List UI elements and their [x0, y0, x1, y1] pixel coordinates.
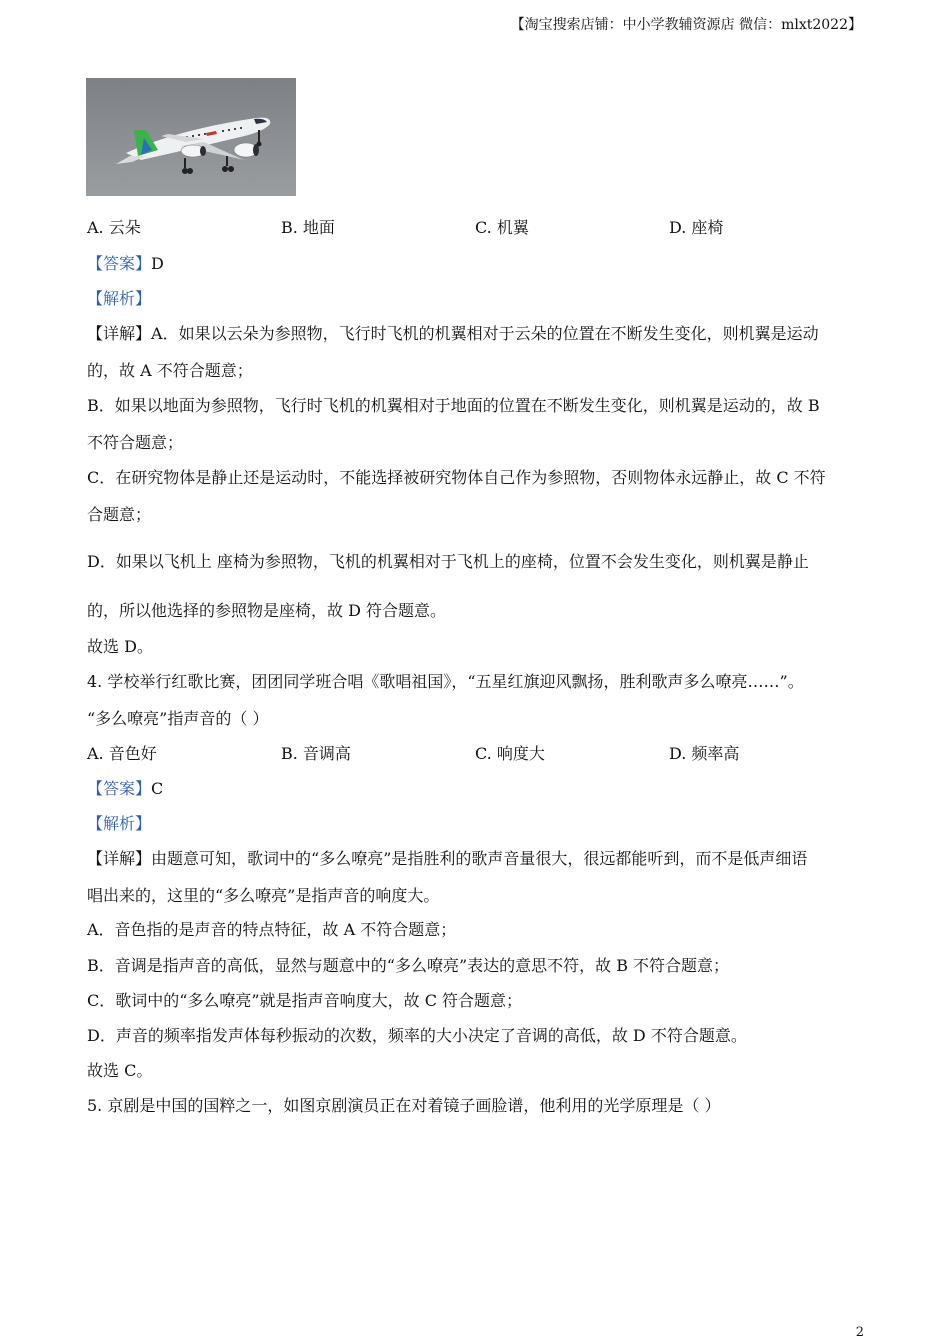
q5-stem: 5. 京剧是中国的国粹之一，如图京剧演员正在对着镜子画脸谱，他利用的光学原理是（ ）	[87, 1096, 721, 1115]
q3-answer: D	[151, 254, 164, 273]
detail-tag: 【详解】	[87, 849, 152, 868]
page-number: 2	[855, 1325, 864, 1340]
q4-line-6: 故选 C。	[87, 1061, 153, 1080]
q4-text: 由题意可知，歌词中的“多么嘹亮”是指胜利的歌声音量很大，很远都能听到，而不是低声细语	[151, 849, 808, 868]
q4-stem-2: “多么嘹亮”指声音的（ ）	[87, 709, 269, 728]
q4-stem-1: 4. 学校举行红歌比赛，团团同学班合唱《歌唱祖国》，“五星红旗迎风飘扬，胜利歌声多么嘹亮……”。	[87, 672, 804, 691]
q3-line-8: 故选 D。	[87, 637, 153, 656]
q3-option-d: D. 座椅	[669, 218, 724, 237]
q3-line-5: 合题意；	[87, 505, 152, 524]
q3-option-a: A. 云朵	[87, 218, 141, 237]
answer-tag: 【答案】	[87, 779, 152, 798]
q3-line-7: 的，所以他选择的参照物是座椅，故 D 符合题意。	[87, 601, 447, 620]
q4-answer-line	[87, 776, 163, 799]
answer-tag: 【答案】	[87, 254, 152, 273]
q3-option-b: B. 地面	[281, 218, 335, 237]
q3-line-4: C．在研究物体是静止还是运动时，不能选择被研究物体自己作为参照物，否则物体永远静止，故 C 不符	[87, 468, 826, 487]
q3-text: A．如果以云朵为参照物，飞行时飞机的机翼相对于云朵的位置在不断发生变化，则机翼是运动	[151, 324, 819, 343]
q4-option-d: D. 频率高	[669, 744, 740, 763]
q3-detail-line-0	[87, 321, 819, 344]
q3-line-2: B．如果以地面为参照物，飞行时飞机的机翼相对于地面的位置在不断发生变化，则机翼是运动的，故 B	[87, 396, 820, 415]
q3-line-1: 的，故 A 不符合题意；	[87, 361, 253, 380]
q3-options	[87, 215, 867, 238]
q4-answer: C	[151, 779, 164, 798]
q4-detail-line-0	[87, 846, 807, 869]
q4-options	[87, 741, 867, 764]
q4-option-b: B. 音调高	[281, 744, 351, 763]
q3-analysis-tag: 【解析】	[87, 289, 152, 308]
detail-tag: 【详解】	[87, 324, 152, 343]
q3-line-6: D．如果以飞机上 座椅为参照物，飞机的机翼相对于飞机上的座椅，位置不会发生变化，则机翼是静止	[87, 552, 809, 571]
page-header: 【淘宝搜索店铺：中小学教辅资源店 微信：mlxt2022】	[510, 17, 862, 33]
q4-line-2: A．音色指的是声音的特点特征，故 A 不符合题意；	[87, 920, 457, 939]
q3-line-3: 不符合题意；	[87, 433, 184, 452]
q4-option-a: A. 音色好	[87, 744, 157, 763]
q4-line-3: B．音调是指声音的高低，显然与题意中的“多么嘹亮”表达的意思不符，故 B 不符合题意；	[87, 956, 730, 975]
q3-option-c: C. 机翼	[475, 218, 529, 237]
q4-option-c: C. 响度大	[475, 744, 545, 763]
q4-line-1: 唱出来的，这里的“多么嘹亮”是指声音的响度大。	[87, 886, 440, 905]
airplane-photo	[86, 78, 296, 196]
q3-answer-line	[87, 251, 164, 274]
q4-analysis-tag: 【解析】	[87, 814, 152, 833]
q4-line-4: C．歌词中的“多么嘹亮”就是指声音响度大，故 C 符合题意；	[87, 991, 523, 1010]
q4-line-5: D．声音的频率指发声体每秒振动的次数，频率的大小决定了音调的高低，故 D 不符合题意。	[87, 1026, 747, 1045]
